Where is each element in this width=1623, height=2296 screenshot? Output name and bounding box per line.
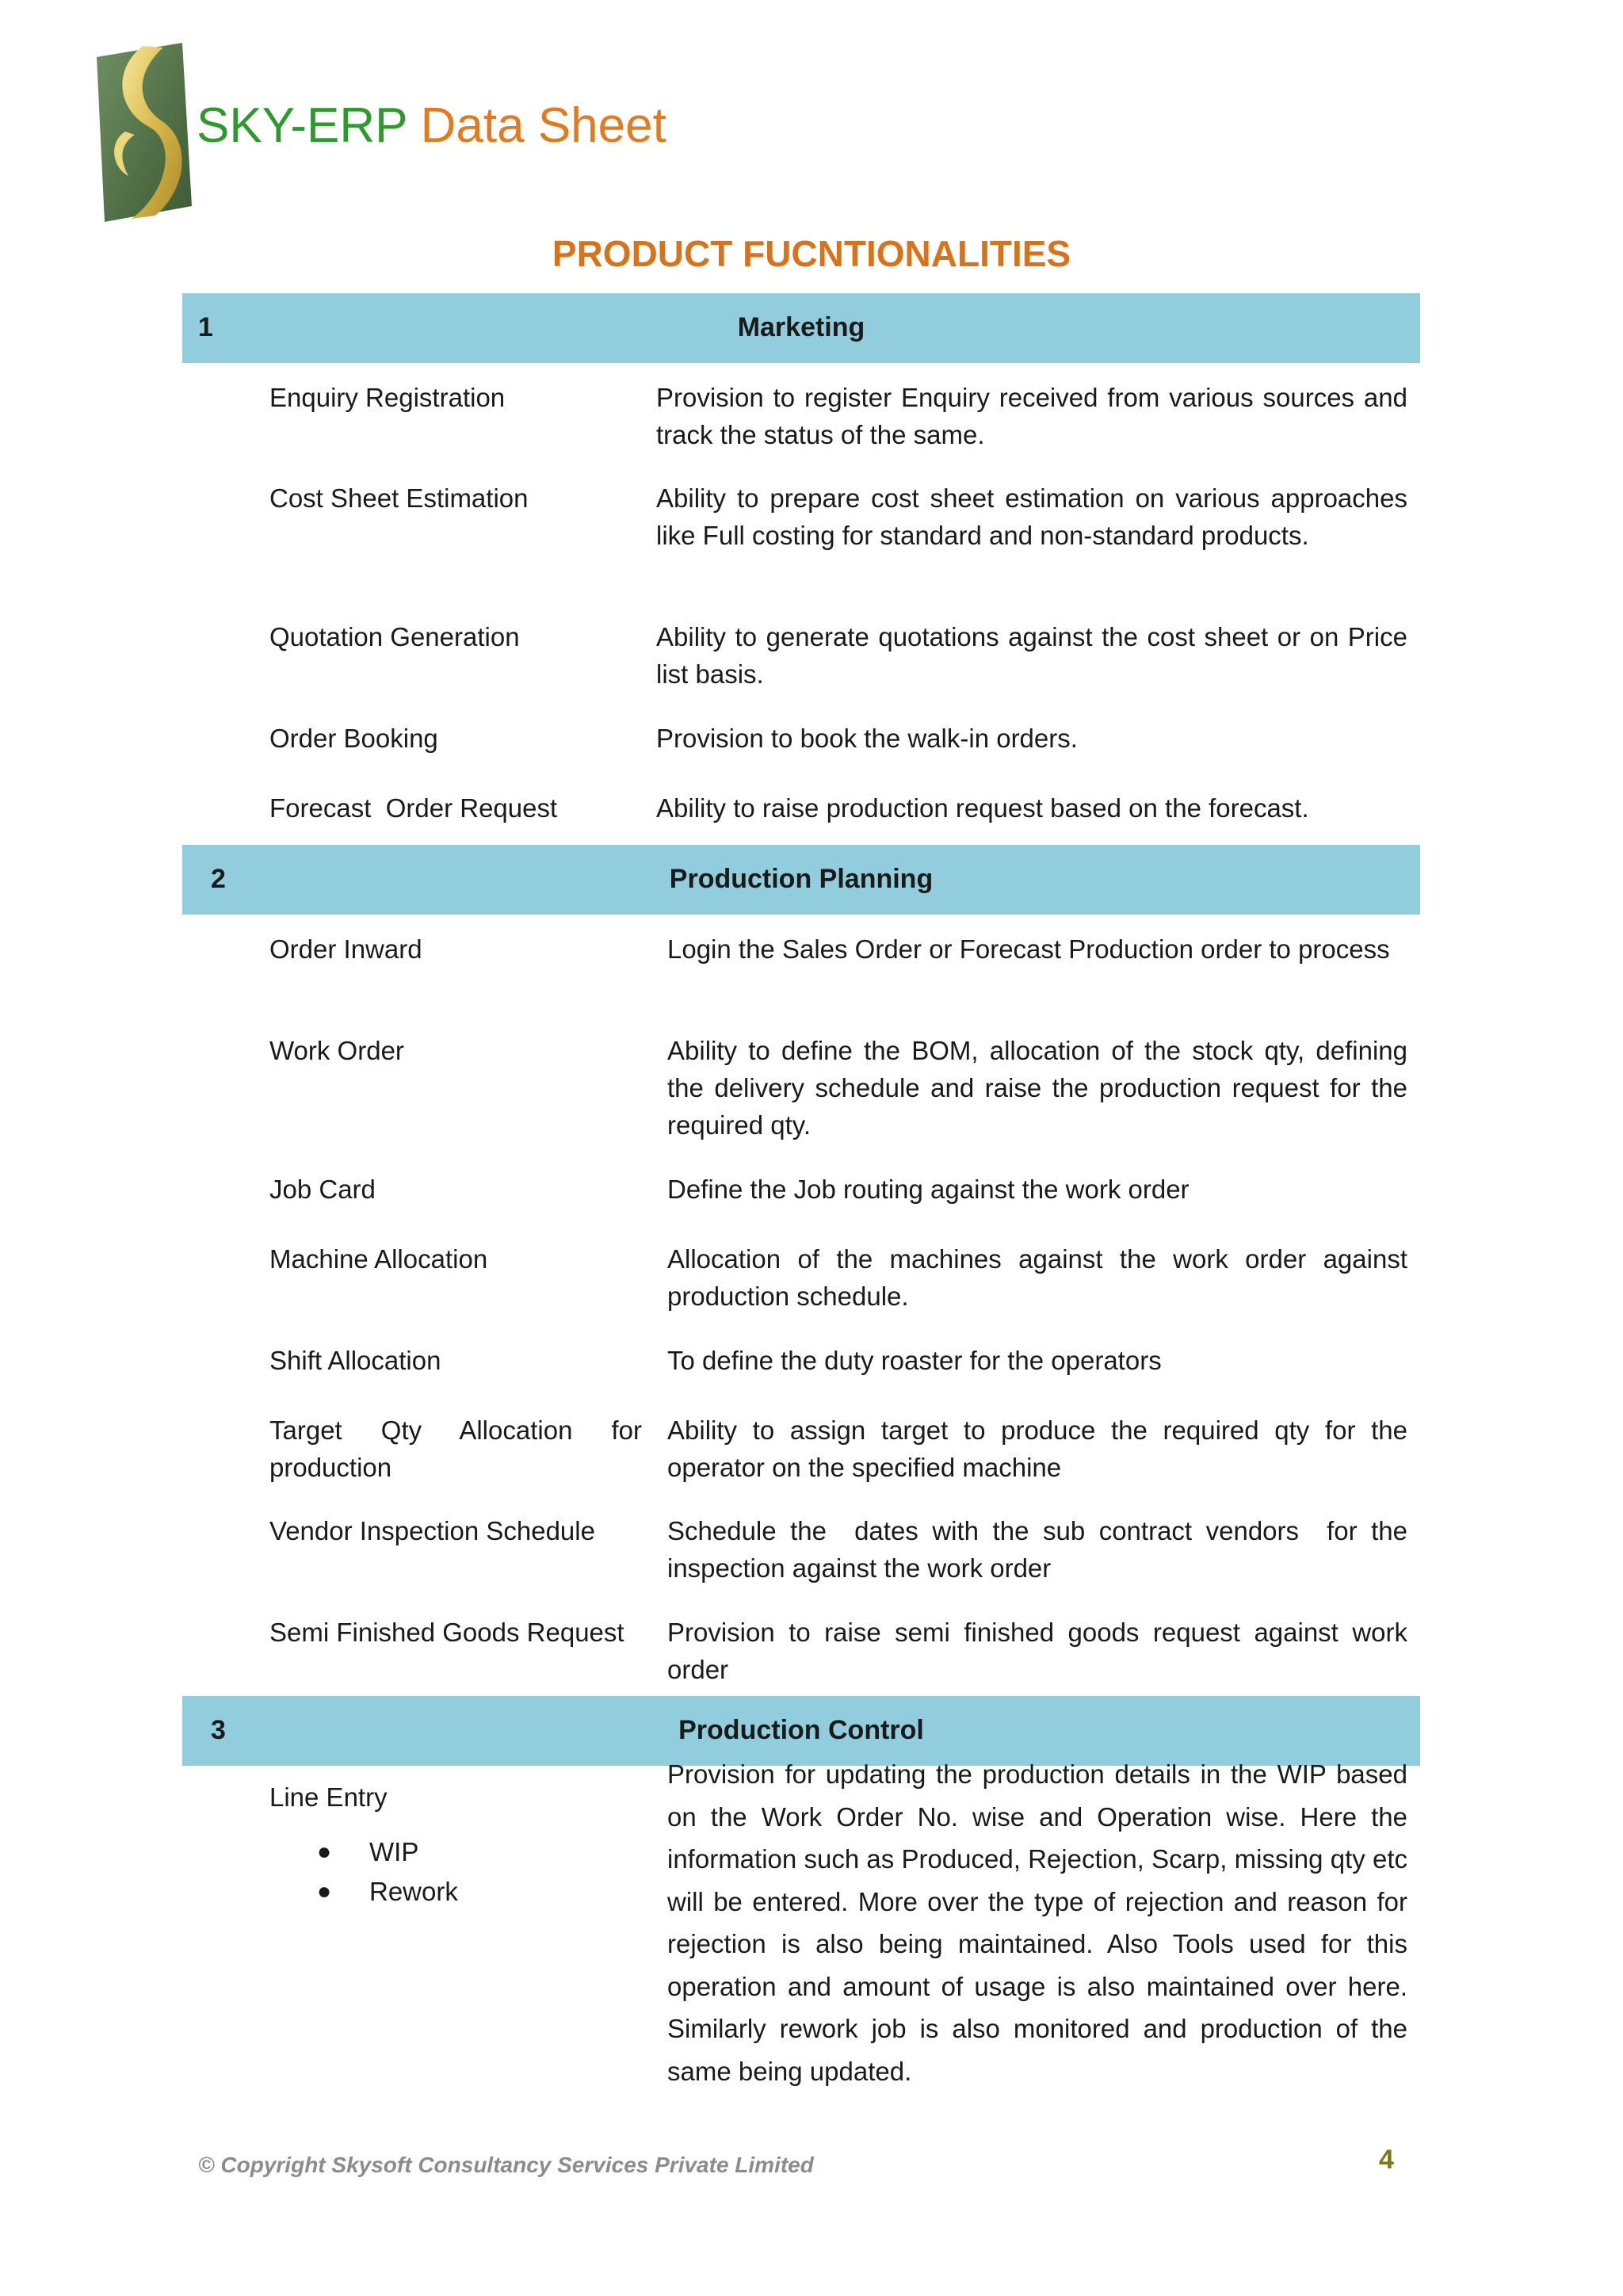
feature-description: Login the Sales Order or Forecast Production order to process bbox=[667, 934, 1390, 964]
feature-description: Provision to register Enquiry received from various sources and track the status of the same. bbox=[656, 383, 1407, 449]
list-item bbox=[317, 1872, 458, 1912]
feature-label: Semi Finished Goods Request bbox=[269, 1618, 624, 1647]
feature-description: Provision to book the walk-in orders. bbox=[656, 724, 1078, 753]
feature-description: Ability to raise production request based on the forecast. bbox=[656, 793, 1309, 823]
feature-description: Schedule the dates with the sub contract vendors for the inspection against the work order bbox=[667, 1516, 1415, 1583]
feature-description: Define the Job routing against the work order bbox=[667, 1175, 1190, 1204]
feature-label: Line Entry bbox=[269, 1782, 388, 1812]
bullet-icon: ● bbox=[317, 1839, 332, 1865]
feature-label: Order Booking bbox=[269, 724, 438, 753]
feature-label: Machine Allocation bbox=[269, 1244, 488, 1274]
feature-description: Ability to generate quotations against the cost sheet or on Price list basis. bbox=[656, 622, 1407, 689]
section-title: Production Control bbox=[678, 1715, 924, 1745]
feature-description: Ability to define the BOM, allocation of the stock qty, defining the delivery schedule and raise the production request for the required qty. bbox=[667, 1036, 1407, 1140]
sky-erp-logo-icon bbox=[87, 40, 198, 227]
feature-bullet-list bbox=[317, 1832, 458, 1912]
feature-label: Quotation Generation bbox=[269, 622, 520, 651]
feature-description: Provision for updating the production details in the WIP based on the Work Order No. wise and Operation wise. Here the information such as Produced, Rejection, Scarp, missing qty etc will be entered. More over the type of rejection and reason for rejection is also being maintained. Also Tools used for this operation and amount of usage is also maintained over here. Similarly rework job is also monitored and production of the same being updated. bbox=[667, 1759, 1407, 2086]
feature-description: Provision to raise semi finished goods request against work order bbox=[667, 1618, 1407, 1684]
feature-label: Vendor Inspection Schedule bbox=[269, 1516, 595, 1545]
section-header bbox=[182, 293, 1420, 363]
section-number: 2 bbox=[211, 864, 226, 894]
feature-description: Ability to prepare cost sheet estimation on various approaches like Full costing for standard and non-standard products. bbox=[656, 483, 1407, 550]
feature-description: Allocation of the machines against the work order against production schedule. bbox=[667, 1244, 1407, 1311]
section-number: 3 bbox=[211, 1715, 226, 1745]
section-number: 1 bbox=[198, 312, 213, 342]
feature-label: Cost Sheet Estimation bbox=[269, 483, 529, 513]
feature-label: Shift Allocation bbox=[269, 1346, 441, 1375]
section-title: Marketing bbox=[737, 312, 865, 342]
section-header bbox=[182, 845, 1420, 915]
page-number: 4 bbox=[1379, 2145, 1394, 2175]
brand-name: SKY-ERP bbox=[197, 98, 407, 153]
bullet-text: Rework bbox=[369, 1877, 458, 1906]
copyright-footer: © Copyright Skysoft Consultancy Services Private Limited bbox=[198, 2153, 814, 2177]
list-item bbox=[317, 1832, 458, 1872]
feature-label: Work Order bbox=[269, 1036, 404, 1065]
page-title: PRODUCT FUCNTIONALITIES bbox=[552, 233, 1071, 274]
bullet-icon: ● bbox=[317, 1878, 332, 1904]
brand-subtitle: Data Sheet bbox=[420, 98, 666, 153]
feature-description: Ability to assign target to produce the required qty for the operator on the specified machine bbox=[667, 1415, 1407, 1482]
bullet-text: WIP bbox=[369, 1837, 419, 1866]
brand-title bbox=[197, 98, 666, 153]
section-title: Production Planning bbox=[669, 864, 934, 894]
feature-label: Job Card bbox=[269, 1175, 376, 1204]
feature-description: To define the duty roaster for the operators bbox=[667, 1346, 1162, 1375]
feature-label: Order Inward bbox=[269, 934, 422, 964]
feature-label: Enquiry Registration bbox=[269, 383, 506, 412]
feature-label: Target Qty Allocation for production bbox=[269, 1415, 642, 1482]
feature-label: Forecast Order Request bbox=[269, 793, 558, 823]
